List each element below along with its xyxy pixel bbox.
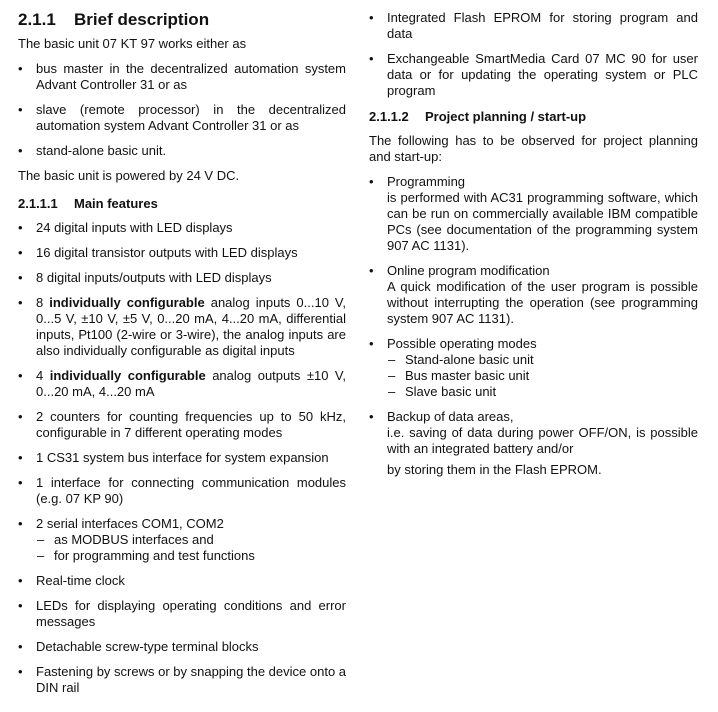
item-text: by storing them in the Flash EPROM.	[387, 462, 602, 477]
right-column	[369, 0, 698, 487]
features-list	[18, 220, 346, 696]
list-item: • Integrated Flash EPROM for storing program and data	[369, 10, 698, 42]
feature-text: analog outputs ±10 V, 0...20 mA, 4...20 mA	[36, 368, 346, 399]
features-number: 2.1.1.1	[18, 196, 58, 211]
sub-item: – Stand-alone basic unit	[387, 352, 698, 368]
item-text: is performed with AC31 programming software, which can be run on commercially available IBM compatible PCs (see documentation of the programming system 907 AC 1131).	[387, 190, 698, 253]
feature-text: 8	[36, 295, 50, 310]
item-text: A quick modification of the user program is possible without interrupting the operation (see programming system 907 AC 1131).	[387, 279, 698, 326]
list-item	[369, 174, 698, 254]
list-item: • 24 digital inputs with LED displays	[18, 220, 346, 236]
feature-text: 4	[36, 368, 50, 383]
project-planning-heading	[369, 109, 698, 125]
list-item: • 8 digital inputs/outputs with LED displays	[18, 270, 346, 286]
project-planning-number: 2.1.1.2	[369, 109, 409, 124]
sub-item: – for programming and test functions	[36, 548, 346, 564]
features-heading	[18, 196, 346, 212]
power-text: The basic unit is powered by 24 V DC.	[18, 168, 240, 183]
list-item	[369, 263, 698, 327]
role-list	[18, 61, 346, 159]
project-planning-title: Project planning / start-up	[425, 109, 587, 124]
list-item	[369, 409, 698, 478]
list-item: • 2 counters for counting frequencies up to 50 kHz, configurable in 7 different operating modes	[18, 409, 346, 441]
section-heading	[18, 9, 346, 31]
feature-emphasis: individually configurable	[49, 368, 206, 383]
item-title: • Programming	[387, 174, 466, 189]
list-item: • Detachable screw-type terminal blocks	[18, 639, 346, 655]
list-item: • Real-time clock	[18, 573, 346, 589]
sub-item: – as MODBUS interfaces and	[36, 532, 346, 548]
features-list-continued	[369, 10, 698, 99]
list-item: • bus master in the decentralized automation system Advant Controller 31 or as	[18, 61, 346, 93]
list-item: • 1 interface for connecting communication modules (e.g. 07 KP 90)	[18, 475, 346, 507]
list-item: • Fastening by screws or by snapping the device onto a DIN rail	[18, 664, 346, 696]
list-item	[18, 368, 346, 400]
item-title: • Backup of data areas,	[387, 409, 514, 424]
sub-item: – Bus master basic unit	[387, 368, 698, 384]
feature-emphasis: individually configurable	[49, 295, 205, 310]
project-planning-list	[369, 174, 698, 478]
item-text: i.e. saving of data during power OFF/ON, is possible with an integrated battery and/or	[387, 425, 698, 456]
project-planning-intro: The following has to be observed for project planning and start-up:	[369, 133, 698, 164]
list-item: • LEDs for displaying operating conditions and error messages	[18, 598, 346, 630]
list-item: • stand-alone basic unit.	[18, 143, 346, 159]
section-number: 2.1.1	[18, 10, 56, 29]
feature-text: analog inputs 0...10 V, 0...5 V, ±10 V, ±5 V, 0...20 mA, 4...20 mA, differential inputs, Pt100 (2-wire or 3-wire), the analog inputs are also individually configurable as digital inputs	[36, 295, 347, 358]
sub-item: – Slave basic unit	[387, 384, 698, 400]
left-column	[18, 0, 346, 705]
list-item: • 1 CS31 system bus interface for system expansion	[18, 450, 346, 466]
item-title: • Online program modification	[387, 263, 550, 278]
features-title: Main features	[74, 196, 158, 211]
feature-text: • 2 serial interfaces COM1, COM2	[36, 516, 224, 531]
item-title: • Possible operating modes	[387, 336, 537, 351]
list-item: • Exchangeable SmartMedia Card 07 MC 90 for user data or for updating the operating system or PLC program	[369, 51, 698, 99]
intro-text: The basic unit 07 KT 97 works either as	[18, 36, 247, 51]
list-item	[18, 516, 346, 564]
list-item	[18, 295, 346, 359]
list-item	[369, 336, 698, 400]
list-item: • 16 digital transistor outputs with LED displays	[18, 245, 346, 261]
section-title: Brief description	[74, 10, 210, 29]
list-item: • slave (remote processor) in the decentralized automation system Advant Controller 31 or as	[18, 102, 346, 134]
